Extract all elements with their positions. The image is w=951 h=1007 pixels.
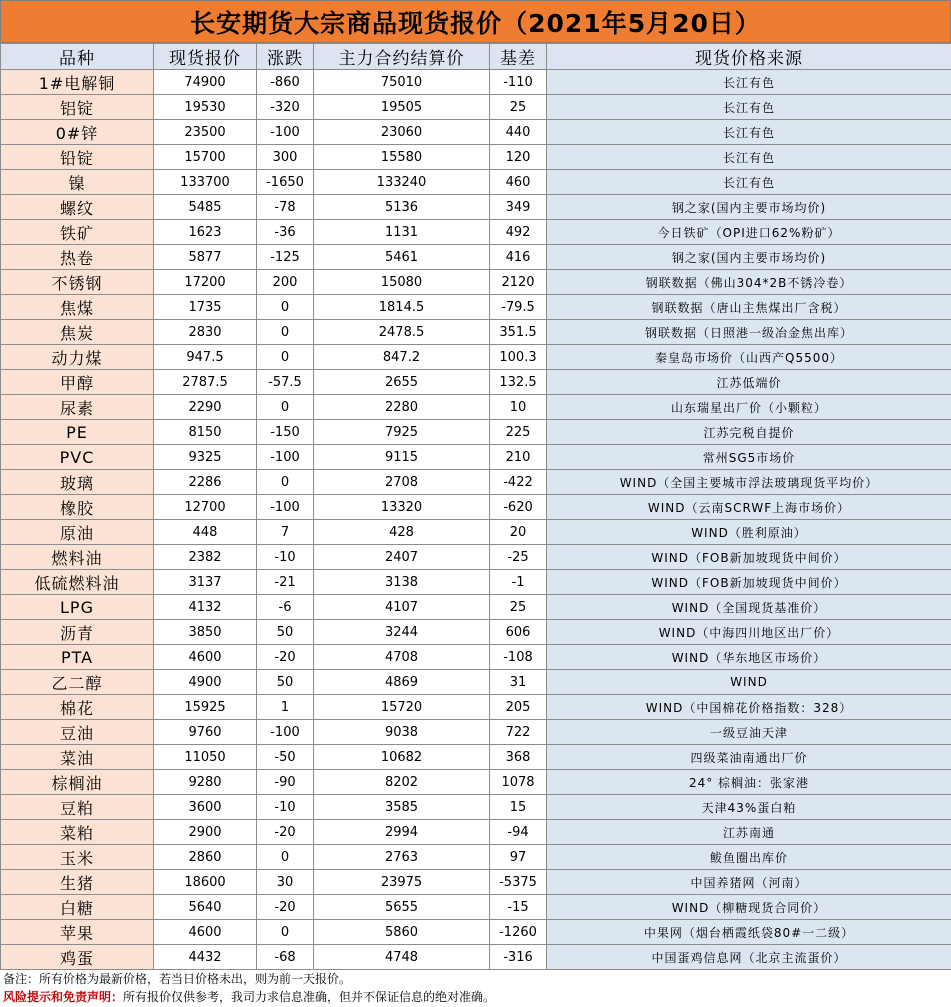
- table-row: [1, 820, 951, 845]
- change-cell: 1: [257, 695, 314, 720]
- change-cell: -68: [257, 945, 314, 970]
- commodity-cell: 白糖: [1, 895, 154, 920]
- settlement-price-cell: 75010: [314, 70, 490, 95]
- table-row: [1, 470, 951, 495]
- price-source-cell: 江苏低端价: [547, 370, 951, 395]
- basis-cell: -422: [490, 470, 547, 495]
- price-source-cell: 一级豆油天津: [547, 720, 951, 745]
- spot-price-cell: 3137: [154, 570, 257, 595]
- basis-cell: 368: [490, 745, 547, 770]
- change-cell: -21: [257, 570, 314, 595]
- table-header-row: [1, 44, 951, 70]
- price-source-cell: 江苏完税自提价: [547, 420, 951, 445]
- basis-cell: 132.5: [490, 370, 547, 395]
- settlement-price-cell: 10682: [314, 745, 490, 770]
- commodity-cell: 铁矿: [1, 220, 154, 245]
- commodity-cell: 乙二醇: [1, 670, 154, 695]
- basis-cell: 349: [490, 195, 547, 220]
- commodity-cell: 菜油: [1, 745, 154, 770]
- table-row: [1, 620, 951, 645]
- commodity-cell: 甲醇: [1, 370, 154, 395]
- commodity-cell: LPG: [1, 595, 154, 620]
- price-source-cell: WIND（中海四川地区出厂价）: [547, 620, 951, 645]
- spot-price-cell: 2830: [154, 320, 257, 345]
- basis-cell: 25: [490, 595, 547, 620]
- commodity-cell: 镍: [1, 170, 154, 195]
- table-row: [1, 220, 951, 245]
- change-cell: 0: [257, 295, 314, 320]
- price-source-cell: 钢之家(国内主要市场均价): [547, 195, 951, 220]
- change-cell: -150: [257, 420, 314, 445]
- price-source-cell: WIND（华东地区市场价）: [547, 645, 951, 670]
- change-cell: 300: [257, 145, 314, 170]
- settlement-price-cell: 15580: [314, 145, 490, 170]
- basis-cell: -94: [490, 820, 547, 845]
- settlement-price-cell: 5860: [314, 920, 490, 945]
- settlement-price-cell: 847.2: [314, 345, 490, 370]
- spot-price-cell: 4600: [154, 920, 257, 945]
- spot-price-cell: 2787.5: [154, 370, 257, 395]
- settlement-price-cell: 4748: [314, 945, 490, 970]
- settlement-price-cell: 3244: [314, 620, 490, 645]
- change-cell: -1650: [257, 170, 314, 195]
- commodity-cell: PE: [1, 420, 154, 445]
- commodity-cell: 豆粕: [1, 795, 154, 820]
- change-cell: -20: [257, 895, 314, 920]
- commodity-cell: 1#电解铜: [1, 70, 154, 95]
- basis-cell: 1078: [490, 770, 547, 795]
- table-row: [1, 545, 951, 570]
- basis-cell: 100.3: [490, 345, 547, 370]
- price-source-cell: 长江有色: [547, 70, 951, 95]
- commodity-cell: 苹果: [1, 920, 154, 945]
- price-source-cell: WIND（FOB新加坡现货中间价）: [547, 545, 951, 570]
- settlement-price-cell: 23060: [314, 120, 490, 145]
- spot-price-cell: 947.5: [154, 345, 257, 370]
- settlement-price-cell: 23975: [314, 870, 490, 895]
- price-source-cell: WIND: [547, 670, 951, 695]
- price-source-cell: 江苏南通: [547, 820, 951, 845]
- change-cell: -90: [257, 770, 314, 795]
- basis-cell: 25: [490, 95, 547, 120]
- price-source-cell: 中果网（烟台栖霞纸袋80#一二级）: [547, 920, 951, 945]
- table-row: [1, 695, 951, 720]
- basis-cell: -110: [490, 70, 547, 95]
- price-source-cell: 长江有色: [547, 95, 951, 120]
- basis-cell: -79.5: [490, 295, 547, 320]
- settlement-price-cell: 2280: [314, 395, 490, 420]
- change-cell: 0: [257, 470, 314, 495]
- change-cell: -10: [257, 795, 314, 820]
- basis-cell: 722: [490, 720, 547, 745]
- price-source-cell: 长江有色: [547, 120, 951, 145]
- commodity-cell: 铝锭: [1, 95, 154, 120]
- price-source-cell: WIND（全国现货基准价）: [547, 595, 951, 620]
- change-cell: 50: [257, 670, 314, 695]
- basis-cell: 440: [490, 120, 547, 145]
- basis-cell: 210: [490, 445, 547, 470]
- table-row: [1, 170, 951, 195]
- table-row: [1, 245, 951, 270]
- spot-price-cell: 5485: [154, 195, 257, 220]
- settlement-price-cell: 5655: [314, 895, 490, 920]
- settlement-price-cell: 9038: [314, 720, 490, 745]
- table-row: [1, 595, 951, 620]
- price-source-cell: 常州SG5市场价: [547, 445, 951, 470]
- change-cell: -860: [257, 70, 314, 95]
- change-cell: -100: [257, 720, 314, 745]
- spot-price-cell: 4432: [154, 945, 257, 970]
- price-source-cell: 钢联数据（佛山304*2B不锈冷卷）: [547, 270, 951, 295]
- commodity-cell: PTA: [1, 645, 154, 670]
- price-source-cell: WIND（云南SCRWF上海市场价）: [547, 495, 951, 520]
- basis-cell: 351.5: [490, 320, 547, 345]
- basis-cell: -15: [490, 895, 547, 920]
- price-source-cell: 钢联数据（日照港一级冶金焦出库）: [547, 320, 951, 345]
- change-cell: 0: [257, 845, 314, 870]
- table-row: [1, 895, 951, 920]
- commodity-cell: 棉花: [1, 695, 154, 720]
- price-source-cell: 中国养猪网（河南）: [547, 870, 951, 895]
- change-cell: 0: [257, 920, 314, 945]
- page-title: 长安期货大宗商品现货报价（2021年5月20日）: [0, 0, 951, 43]
- price-table: [0, 43, 951, 970]
- table-row: [1, 745, 951, 770]
- spot-price-cell: 9280: [154, 770, 257, 795]
- change-cell: 50: [257, 620, 314, 645]
- header-price-source: 现货价格来源: [547, 44, 951, 70]
- settlement-price-cell: 7925: [314, 420, 490, 445]
- settlement-price-cell: 3585: [314, 795, 490, 820]
- spot-price-cell: 1735: [154, 295, 257, 320]
- basis-cell: 2120: [490, 270, 547, 295]
- settlement-price-cell: 1131: [314, 220, 490, 245]
- price-source-cell: 鲅鱼圈出库价: [547, 845, 951, 870]
- price-source-cell: WIND（全国主要城市浮法玻璃现货平均价）: [547, 470, 951, 495]
- table-row: [1, 845, 951, 870]
- commodity-cell: 鸡蛋: [1, 945, 154, 970]
- change-cell: -6: [257, 595, 314, 620]
- change-cell: -50: [257, 745, 314, 770]
- spot-price-cell: 9325: [154, 445, 257, 470]
- basis-cell: 31: [490, 670, 547, 695]
- settlement-price-cell: 9115: [314, 445, 490, 470]
- settlement-price-cell: 1814.5: [314, 295, 490, 320]
- header-spot-price: 现货报价: [154, 44, 257, 70]
- spot-price-cell: 19530: [154, 95, 257, 120]
- change-cell: 0: [257, 320, 314, 345]
- basis-cell: 606: [490, 620, 547, 645]
- price-source-cell: 钢之家(国内主要市场均价): [547, 245, 951, 270]
- price-source-cell: 钢联数据（唐山主焦煤出厂含税）: [547, 295, 951, 320]
- table-row: [1, 570, 951, 595]
- commodity-cell: 铅锭: [1, 145, 154, 170]
- change-cell: -78: [257, 195, 314, 220]
- spot-price-cell: 15925: [154, 695, 257, 720]
- settlement-price-cell: 15080: [314, 270, 490, 295]
- change-cell: 200: [257, 270, 314, 295]
- commodity-cell: 低硫燃料油: [1, 570, 154, 595]
- price-source-cell: 24° 棕榈油：张家港: [547, 770, 951, 795]
- table-row: [1, 270, 951, 295]
- price-source-cell: WIND（FOB新加坡现货中间价）: [547, 570, 951, 595]
- table-row: [1, 520, 951, 545]
- spot-price-cell: 17200: [154, 270, 257, 295]
- change-cell: -100: [257, 445, 314, 470]
- price-source-cell: WIND（胜利原油）: [547, 520, 951, 545]
- change-cell: -20: [257, 820, 314, 845]
- commodity-cell: PVC: [1, 445, 154, 470]
- spot-price-cell: 23500: [154, 120, 257, 145]
- change-cell: -36: [257, 220, 314, 245]
- footnote: 备注：所有价格为最新价格，若当日价格未出，则为前一天报价。: [3, 972, 352, 986]
- settlement-price-cell: 19505: [314, 95, 490, 120]
- settlement-price-cell: 2708: [314, 470, 490, 495]
- price-source-cell: WIND（中国棉花价格指数：328）: [547, 695, 951, 720]
- table-row: [1, 770, 951, 795]
- basis-cell: 10: [490, 395, 547, 420]
- spot-price-cell: 2286: [154, 470, 257, 495]
- risk-disclaimer-text: 所有报价仅供参考，我司力求信息准确，但并不保证信息的绝对准确。: [123, 990, 496, 1004]
- table-row: [1, 445, 951, 470]
- basis-cell: 120: [490, 145, 547, 170]
- basis-cell: -620: [490, 495, 547, 520]
- risk-disclaimer-label: 风险提示和免责声明：: [3, 990, 124, 1004]
- price-source-cell: 天津43%蛋白粕: [547, 795, 951, 820]
- table-row: [1, 795, 951, 820]
- price-source-cell: WIND（柳糖现货合同价）: [547, 895, 951, 920]
- spot-price-cell: 1623: [154, 220, 257, 245]
- settlement-price-cell: 5136: [314, 195, 490, 220]
- table-row: [1, 295, 951, 320]
- settlement-price-cell: 2655: [314, 370, 490, 395]
- spot-price-cell: 4132: [154, 595, 257, 620]
- settlement-price-cell: 3138: [314, 570, 490, 595]
- commodity-cell: 玉米: [1, 845, 154, 870]
- table-row: [1, 370, 951, 395]
- risk-disclaimer: [0, 988, 951, 1007]
- basis-cell: -1260: [490, 920, 547, 945]
- price-source-cell: 今日铁矿（OPI进口62%粉矿）: [547, 220, 951, 245]
- spot-price-cell: 4600: [154, 645, 257, 670]
- table-row: [1, 645, 951, 670]
- commodity-cell: 橡胶: [1, 495, 154, 520]
- basis-cell: 205: [490, 695, 547, 720]
- price-source-cell: 秦皇岛市场价（山西产Q5500）: [547, 345, 951, 370]
- settlement-price-cell: 4708: [314, 645, 490, 670]
- commodity-cell: 生猪: [1, 870, 154, 895]
- table-row: [1, 70, 951, 95]
- basis-cell: 492: [490, 220, 547, 245]
- spot-price-cell: 3850: [154, 620, 257, 645]
- header-basis: 基差: [490, 44, 547, 70]
- settlement-price-cell: 2478.5: [314, 320, 490, 345]
- basis-cell: -1: [490, 570, 547, 595]
- basis-cell: 15: [490, 795, 547, 820]
- commodity-cell: 动力煤: [1, 345, 154, 370]
- commodity-cell: 焦煤: [1, 295, 154, 320]
- change-cell: 0: [257, 345, 314, 370]
- basis-cell: 20: [490, 520, 547, 545]
- commodity-cell: 菜粕: [1, 820, 154, 845]
- spot-price-cell: 448: [154, 520, 257, 545]
- commodity-cell: 燃料油: [1, 545, 154, 570]
- change-cell: 0: [257, 395, 314, 420]
- commodity-cell: 热卷: [1, 245, 154, 270]
- basis-cell: -316: [490, 945, 547, 970]
- spot-price-cell: 74900: [154, 70, 257, 95]
- spot-price-cell: 8150: [154, 420, 257, 445]
- settlement-price-cell: 2407: [314, 545, 490, 570]
- settlement-price-cell: 8202: [314, 770, 490, 795]
- spot-price-cell: 18600: [154, 870, 257, 895]
- change-cell: -100: [257, 120, 314, 145]
- table-row: [1, 670, 951, 695]
- settlement-price-cell: 15720: [314, 695, 490, 720]
- spot-price-cell: 2860: [154, 845, 257, 870]
- change-cell: -57.5: [257, 370, 314, 395]
- basis-cell: 416: [490, 245, 547, 270]
- spot-price-cell: 2900: [154, 820, 257, 845]
- change-cell: -10: [257, 545, 314, 570]
- spot-price-cell: 5640: [154, 895, 257, 920]
- commodity-cell: 不锈钢: [1, 270, 154, 295]
- settlement-price-cell: 2763: [314, 845, 490, 870]
- table-row: [1, 395, 951, 420]
- spot-price-cell: 2382: [154, 545, 257, 570]
- commodity-cell: 焦炭: [1, 320, 154, 345]
- table-row: [1, 945, 951, 970]
- basis-cell: -5375: [490, 870, 547, 895]
- table-row: [1, 920, 951, 945]
- spot-price-cell: 12700: [154, 495, 257, 520]
- table-row: [1, 320, 951, 345]
- settlement-price-cell: 133240: [314, 170, 490, 195]
- spot-price-cell: 3600: [154, 795, 257, 820]
- spot-price-cell: 4900: [154, 670, 257, 695]
- commodity-cell: 玻璃: [1, 470, 154, 495]
- table-row: [1, 420, 951, 445]
- table-row: [1, 145, 951, 170]
- commodity-cell: 豆油: [1, 720, 154, 745]
- table-row: [1, 870, 951, 895]
- change-cell: -100: [257, 495, 314, 520]
- spot-price-cell: 15700: [154, 145, 257, 170]
- spot-price-cell: 9760: [154, 720, 257, 745]
- table-row: [1, 720, 951, 745]
- price-source-cell: 长江有色: [547, 170, 951, 195]
- price-source-cell: 山东瑞星出厂价（小颗粒）: [547, 395, 951, 420]
- commodity-cell: 0#锌: [1, 120, 154, 145]
- spot-price-cell: 133700: [154, 170, 257, 195]
- basis-cell: 225: [490, 420, 547, 445]
- commodity-cell: 尿素: [1, 395, 154, 420]
- change-cell: 7: [257, 520, 314, 545]
- basis-cell: -108: [490, 645, 547, 670]
- spot-price-cell: 5877: [154, 245, 257, 270]
- commodity-cell: 原油: [1, 520, 154, 545]
- table-row: [1, 495, 951, 520]
- commodity-cell: 棕榈油: [1, 770, 154, 795]
- spot-price-cell: 11050: [154, 745, 257, 770]
- basis-cell: 97: [490, 845, 547, 870]
- header-commodity: 品种: [1, 44, 154, 70]
- settlement-price-cell: 5461: [314, 245, 490, 270]
- settlement-price-cell: 13320: [314, 495, 490, 520]
- basis-cell: -25: [490, 545, 547, 570]
- header-change: 涨跌: [257, 44, 314, 70]
- table-row: [1, 345, 951, 370]
- settlement-price-cell: 4869: [314, 670, 490, 695]
- commodity-cell: 螺纹: [1, 195, 154, 220]
- settlement-price-cell: 4107: [314, 595, 490, 620]
- price-source-cell: 长江有色: [547, 145, 951, 170]
- settlement-price-cell: 2994: [314, 820, 490, 845]
- basis-cell: 460: [490, 170, 547, 195]
- change-cell: -20: [257, 645, 314, 670]
- settlement-price-cell: 428: [314, 520, 490, 545]
- change-cell: -320: [257, 95, 314, 120]
- price-source-cell: 中国蛋鸡信息网（北京主流蛋价）: [547, 945, 951, 970]
- spot-price-cell: 2290: [154, 395, 257, 420]
- header-settlement-price: 主力合约结算价: [314, 44, 490, 70]
- change-cell: 30: [257, 870, 314, 895]
- change-cell: -125: [257, 245, 314, 270]
- table-row: [1, 95, 951, 120]
- commodity-cell: 沥青: [1, 620, 154, 645]
- price-source-cell: 四级菜油南通出厂价: [547, 745, 951, 770]
- table-row: [1, 195, 951, 220]
- table-row: [1, 120, 951, 145]
